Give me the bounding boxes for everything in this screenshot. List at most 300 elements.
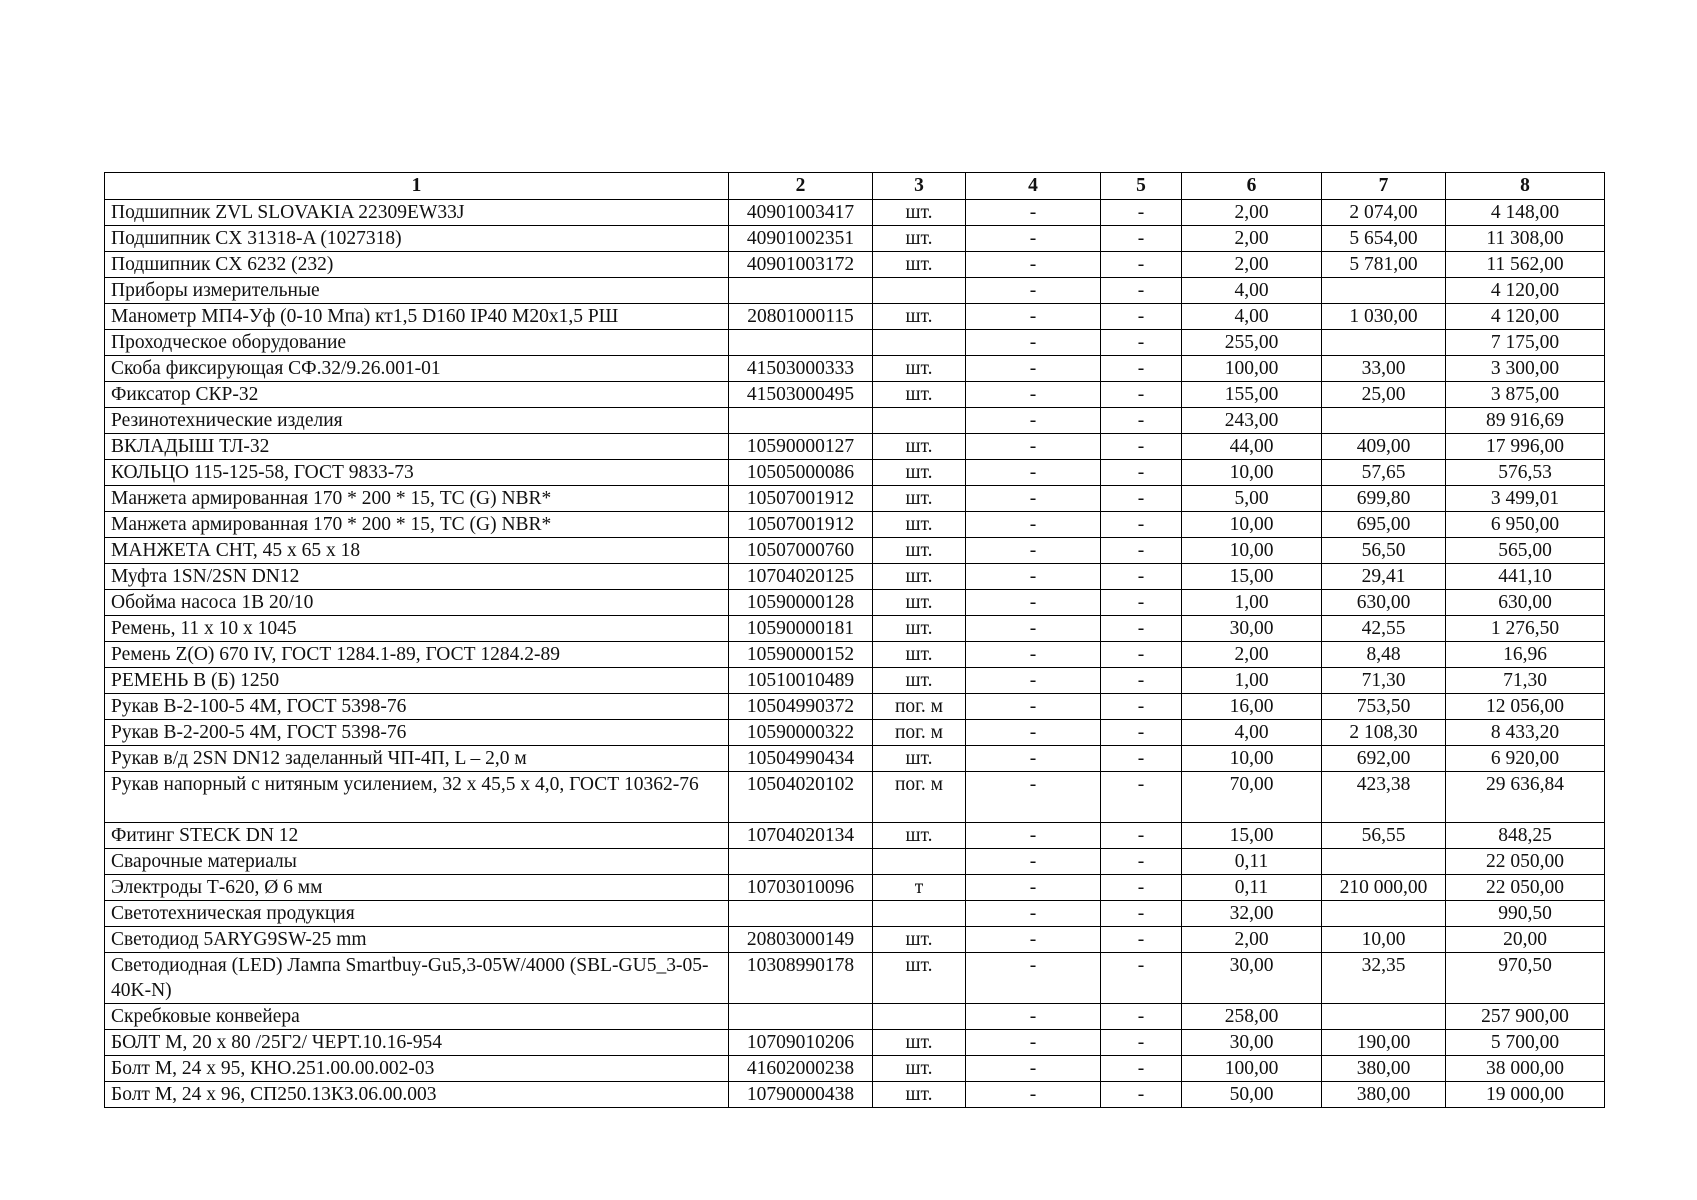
cell-unit: шт.	[873, 538, 966, 564]
cell-item-code	[729, 408, 873, 434]
cell-item-name: Рукав В-2-100-5 4М, ГОСТ 5398-76	[105, 694, 729, 720]
cell-price: 29,41	[1322, 564, 1446, 590]
cell-col-4: -	[966, 434, 1101, 460]
column-header-8: 8	[1446, 173, 1605, 200]
cell-col-4: -	[966, 927, 1101, 953]
cell-unit: шт.	[873, 746, 966, 772]
cell-col-4: -	[966, 486, 1101, 512]
cell-item-code: 10507001912	[729, 512, 873, 538]
cell-col-5: -	[1101, 772, 1182, 823]
cell-price: 630,00	[1322, 590, 1446, 616]
cell-col-5: -	[1101, 616, 1182, 642]
table-row	[105, 616, 1605, 642]
column-header-3: 3	[873, 173, 966, 200]
cell-col-5: -	[1101, 434, 1182, 460]
cell-total: 4 120,00	[1446, 304, 1605, 330]
cell-total: 11 562,00	[1446, 252, 1605, 278]
cell-col-5: -	[1101, 226, 1182, 252]
cell-item-code: 10590000128	[729, 590, 873, 616]
cell-unit: шт.	[873, 1030, 966, 1056]
cell-col-5: -	[1101, 668, 1182, 694]
cell-col-5: -	[1101, 512, 1182, 538]
cell-unit	[873, 278, 966, 304]
cell-item-name: КОЛЬЦО 115-125-58, ГОСТ 9833-73	[105, 460, 729, 486]
cell-price	[1322, 849, 1446, 875]
cell-col-5: -	[1101, 538, 1182, 564]
cell-item-name: Приборы измерительные	[105, 278, 729, 304]
cell-total: 7 175,00	[1446, 330, 1605, 356]
cell-price: 5 781,00	[1322, 252, 1446, 278]
cell-total: 5 700,00	[1446, 1030, 1605, 1056]
cell-item-code: 20803000149	[729, 927, 873, 953]
cell-quantity: 10,00	[1182, 512, 1322, 538]
cell-item-name: Подшипник CX 6232 (232)	[105, 252, 729, 278]
cell-price	[1322, 408, 1446, 434]
cell-price: 692,00	[1322, 746, 1446, 772]
cell-quantity: 70,00	[1182, 772, 1322, 823]
table-row	[105, 746, 1605, 772]
document-sheet	[104, 172, 1604, 1108]
cell-col-5: -	[1101, 1082, 1182, 1108]
table-body	[105, 200, 1605, 1108]
cell-col-4: -	[966, 849, 1101, 875]
cell-unit: пог. м	[873, 772, 966, 823]
cell-price: 42,55	[1322, 616, 1446, 642]
table-row	[105, 226, 1605, 252]
table-row	[105, 434, 1605, 460]
cell-quantity: 243,00	[1182, 408, 1322, 434]
cell-total: 17 996,00	[1446, 434, 1605, 460]
cell-item-code: 10709010206	[729, 1030, 873, 1056]
cell-item-name: Рукав напорный с нитяным усилением, 32 х 45,5 х 4,0, ГОСТ 10362-76	[105, 772, 729, 823]
cell-col-4: -	[966, 538, 1101, 564]
cell-item-name: Светодиод 5ARYG9SW-25 mm	[105, 927, 729, 953]
cell-total: 19 000,00	[1446, 1082, 1605, 1108]
cell-quantity: 10,00	[1182, 746, 1322, 772]
cell-item-name: Подшипник CX 31318-A (1027318)	[105, 226, 729, 252]
cell-col-4: -	[966, 1082, 1101, 1108]
cell-price: 210 000,00	[1322, 875, 1446, 901]
column-header-4: 4	[966, 173, 1101, 200]
cell-col-5: -	[1101, 278, 1182, 304]
cell-col-5: -	[1101, 1056, 1182, 1082]
cell-col-4: -	[966, 668, 1101, 694]
cell-quantity: 15,00	[1182, 564, 1322, 590]
cell-item-name: Светотехническая продукция	[105, 901, 729, 927]
cell-col-5: -	[1101, 304, 1182, 330]
cell-item-name: Электроды Т-620, Ø 6 мм	[105, 875, 729, 901]
cell-price: 5 654,00	[1322, 226, 1446, 252]
cell-col-4: -	[966, 330, 1101, 356]
table-row	[105, 460, 1605, 486]
cell-item-code	[729, 901, 873, 927]
cell-item-name: Рукав в/д 2SN DN12 заделанный ЧП-4П, L – 2,0 м	[105, 746, 729, 772]
cell-col-5: -	[1101, 382, 1182, 408]
table-row	[105, 901, 1605, 927]
cell-unit: шт.	[873, 616, 966, 642]
cell-unit: шт.	[873, 590, 966, 616]
cell-unit: шт.	[873, 564, 966, 590]
cell-item-name: Муфта 1SN/2SN DN12	[105, 564, 729, 590]
cell-quantity: 2,00	[1182, 226, 1322, 252]
cell-total: 6 920,00	[1446, 746, 1605, 772]
cell-item-code: 10510010489	[729, 668, 873, 694]
cell-total: 1 276,50	[1446, 616, 1605, 642]
cell-total: 3 875,00	[1446, 382, 1605, 408]
cell-quantity: 30,00	[1182, 1030, 1322, 1056]
cell-col-5: -	[1101, 720, 1182, 746]
cell-price: 699,80	[1322, 486, 1446, 512]
cell-total: 71,30	[1446, 668, 1605, 694]
column-header-1: 1	[105, 173, 729, 200]
cell-price: 8,48	[1322, 642, 1446, 668]
cell-quantity: 0,11	[1182, 849, 1322, 875]
cell-unit: шт.	[873, 252, 966, 278]
cell-col-5: -	[1101, 356, 1182, 382]
cell-unit	[873, 408, 966, 434]
cell-quantity: 10,00	[1182, 460, 1322, 486]
cell-col-5: -	[1101, 1004, 1182, 1030]
table-row	[105, 304, 1605, 330]
cell-col-4: -	[966, 720, 1101, 746]
cell-price: 2 108,30	[1322, 720, 1446, 746]
cell-item-code: 10505000086	[729, 460, 873, 486]
cell-price	[1322, 278, 1446, 304]
cell-col-4: -	[966, 382, 1101, 408]
cell-total: 257 900,00	[1446, 1004, 1605, 1030]
cell-col-4: -	[966, 694, 1101, 720]
cell-unit: шт.	[873, 927, 966, 953]
cell-col-5: -	[1101, 901, 1182, 927]
cell-item-name: Манометр МП4-Уф (0-10 Мпа) кт1,5 D160 IP40 M20x1,5 РШ	[105, 304, 729, 330]
table-row	[105, 1056, 1605, 1082]
cell-price: 1 030,00	[1322, 304, 1446, 330]
cell-quantity: 15,00	[1182, 823, 1322, 849]
table-row	[105, 382, 1605, 408]
cell-item-code: 10790000438	[729, 1082, 873, 1108]
table-row	[105, 823, 1605, 849]
cell-item-name: Манжета армированная 170 * 200 * 15, TC (G) NBR*	[105, 512, 729, 538]
cell-total: 16,96	[1446, 642, 1605, 668]
cell-unit: шт.	[873, 512, 966, 538]
cell-col-5: -	[1101, 849, 1182, 875]
cell-item-name: Сварочные материалы	[105, 849, 729, 875]
cell-unit: шт.	[873, 1082, 966, 1108]
cell-quantity: 258,00	[1182, 1004, 1322, 1030]
cell-unit: шт.	[873, 200, 966, 226]
cell-price: 57,65	[1322, 460, 1446, 486]
cell-col-4: -	[966, 512, 1101, 538]
cell-col-5: -	[1101, 330, 1182, 356]
cell-total: 565,00	[1446, 538, 1605, 564]
cell-col-4: -	[966, 616, 1101, 642]
cell-unit: шт.	[873, 823, 966, 849]
cell-col-5: -	[1101, 252, 1182, 278]
table-row	[105, 486, 1605, 512]
table-row	[105, 512, 1605, 538]
cell-col-4: -	[966, 226, 1101, 252]
cell-total: 8 433,20	[1446, 720, 1605, 746]
table-row	[105, 330, 1605, 356]
cell-quantity: 44,00	[1182, 434, 1322, 460]
cell-col-5: -	[1101, 590, 1182, 616]
table-row	[105, 694, 1605, 720]
cell-col-4: -	[966, 953, 1101, 1004]
cell-item-name: Ремень, 11 х 10 х 1045	[105, 616, 729, 642]
column-header-7: 7	[1322, 173, 1446, 200]
cell-quantity: 4,00	[1182, 720, 1322, 746]
cell-col-4: -	[966, 746, 1101, 772]
cell-total: 20,00	[1446, 927, 1605, 953]
cell-item-code: 41602000238	[729, 1056, 873, 1082]
cell-price: 423,38	[1322, 772, 1446, 823]
table-row	[105, 849, 1605, 875]
cell-unit: шт.	[873, 382, 966, 408]
cell-unit: шт.	[873, 1056, 966, 1082]
cell-col-4: -	[966, 823, 1101, 849]
cell-unit: шт.	[873, 642, 966, 668]
cell-col-4: -	[966, 590, 1101, 616]
cell-total: 89 916,69	[1446, 408, 1605, 434]
table-row	[105, 1082, 1605, 1108]
cell-total: 38 000,00	[1446, 1056, 1605, 1082]
cell-total: 4 148,00	[1446, 200, 1605, 226]
cell-col-5: -	[1101, 927, 1182, 953]
cell-quantity: 0,11	[1182, 875, 1322, 901]
cell-col-5: -	[1101, 953, 1182, 1004]
table-row	[105, 538, 1605, 564]
cell-col-4: -	[966, 278, 1101, 304]
cell-price: 25,00	[1322, 382, 1446, 408]
cell-col-4: -	[966, 772, 1101, 823]
table-row	[105, 720, 1605, 746]
cell-quantity: 50,00	[1182, 1082, 1322, 1108]
cell-item-name: МАНЖЕТА СНТ, 45 х 65 х 18	[105, 538, 729, 564]
cell-total: 576,53	[1446, 460, 1605, 486]
cell-item-code: 10507000760	[729, 538, 873, 564]
cell-item-code: 20801000115	[729, 304, 873, 330]
cell-unit	[873, 849, 966, 875]
cell-item-code	[729, 278, 873, 304]
cell-item-code: 40901002351	[729, 226, 873, 252]
cell-unit: шт.	[873, 668, 966, 694]
cell-col-4: -	[966, 642, 1101, 668]
cell-item-name: Фитинг STECK DN 12	[105, 823, 729, 849]
cell-col-4: -	[966, 1004, 1101, 1030]
cell-price: 190,00	[1322, 1030, 1446, 1056]
cell-quantity: 2,00	[1182, 252, 1322, 278]
table-row	[105, 927, 1605, 953]
cell-price: 71,30	[1322, 668, 1446, 694]
cell-col-4: -	[966, 875, 1101, 901]
cell-unit: шт.	[873, 434, 966, 460]
cell-unit	[873, 330, 966, 356]
cell-col-5: -	[1101, 486, 1182, 512]
cell-item-name: ВКЛАДЫШ ТЛ-32	[105, 434, 729, 460]
cell-item-name: БОЛТ М, 20 х 80 /25Г2/ ЧЕРТ.10.16-954	[105, 1030, 729, 1056]
cell-item-code: 10590000181	[729, 616, 873, 642]
cell-quantity: 10,00	[1182, 538, 1322, 564]
cell-item-name: Ремень Z(O) 670 IV, ГОСТ 1284.1-89, ГОСТ 1284.2-89	[105, 642, 729, 668]
cell-quantity: 2,00	[1182, 200, 1322, 226]
cell-price	[1322, 901, 1446, 927]
table-row	[105, 1030, 1605, 1056]
cell-unit: шт.	[873, 486, 966, 512]
table-row	[105, 772, 1605, 823]
cell-item-name: Болт М, 24 х 96, СП250.13КЗ.06.00.003	[105, 1082, 729, 1108]
table-row	[105, 564, 1605, 590]
cell-quantity: 155,00	[1182, 382, 1322, 408]
cell-col-5: -	[1101, 642, 1182, 668]
cell-item-code: 41503000495	[729, 382, 873, 408]
cell-item-code: 10507001912	[729, 486, 873, 512]
cell-item-code: 10703010096	[729, 875, 873, 901]
cell-total: 441,10	[1446, 564, 1605, 590]
cell-total: 848,25	[1446, 823, 1605, 849]
cell-item-code: 10704020134	[729, 823, 873, 849]
cell-quantity: 16,00	[1182, 694, 1322, 720]
cell-col-4: -	[966, 252, 1101, 278]
cell-item-code: 10504020102	[729, 772, 873, 823]
cell-item-code: 40901003172	[729, 252, 873, 278]
cell-quantity: 255,00	[1182, 330, 1322, 356]
cell-price	[1322, 1004, 1446, 1030]
cell-price	[1322, 330, 1446, 356]
table-row	[105, 1004, 1605, 1030]
cell-col-4: -	[966, 901, 1101, 927]
cell-item-name: Болт М, 24 х 95, КНО.251.00.00.002-03	[105, 1056, 729, 1082]
cell-col-4: -	[966, 1056, 1101, 1082]
cell-col-5: -	[1101, 200, 1182, 226]
cell-unit: шт.	[873, 953, 966, 1004]
cell-unit: шт.	[873, 226, 966, 252]
cell-unit	[873, 901, 966, 927]
cell-col-5: -	[1101, 823, 1182, 849]
cell-total: 29 636,84	[1446, 772, 1605, 823]
cell-quantity: 4,00	[1182, 278, 1322, 304]
column-header-6: 6	[1182, 173, 1322, 200]
column-header-5: 5	[1101, 173, 1182, 200]
cell-item-code: 10704020125	[729, 564, 873, 590]
cell-col-5: -	[1101, 460, 1182, 486]
cell-col-5: -	[1101, 694, 1182, 720]
cell-total: 970,50	[1446, 953, 1605, 1004]
cell-col-4: -	[966, 200, 1101, 226]
cell-total: 22 050,00	[1446, 875, 1605, 901]
cell-unit	[873, 1004, 966, 1030]
cell-col-4: -	[966, 1030, 1101, 1056]
cell-total: 11 308,00	[1446, 226, 1605, 252]
cell-item-name: Рукав В-2-200-5 4М, ГОСТ 5398-76	[105, 720, 729, 746]
cell-item-code	[729, 330, 873, 356]
cell-unit: шт.	[873, 304, 966, 330]
cell-item-code: 10590000127	[729, 434, 873, 460]
cell-quantity: 32,00	[1182, 901, 1322, 927]
cell-unit: шт.	[873, 460, 966, 486]
cell-col-5: -	[1101, 408, 1182, 434]
cell-item-name: Обойма насоса 1В 20/10	[105, 590, 729, 616]
cell-total: 22 050,00	[1446, 849, 1605, 875]
cell-item-name: Проходческое оборудование	[105, 330, 729, 356]
cell-quantity: 1,00	[1182, 590, 1322, 616]
column-header-2: 2	[729, 173, 873, 200]
cell-item-name: Резинотехнические изделия	[105, 408, 729, 434]
cell-item-code	[729, 1004, 873, 1030]
cell-item-code: 10590000322	[729, 720, 873, 746]
cell-col-4: -	[966, 460, 1101, 486]
cell-total: 6 950,00	[1446, 512, 1605, 538]
cell-quantity: 1,00	[1182, 668, 1322, 694]
cell-item-code: 40901003417	[729, 200, 873, 226]
cell-quantity: 100,00	[1182, 356, 1322, 382]
cell-price: 33,00	[1322, 356, 1446, 382]
cell-price: 753,50	[1322, 694, 1446, 720]
cell-quantity: 2,00	[1182, 642, 1322, 668]
cell-item-code: 10504990434	[729, 746, 873, 772]
cell-price: 56,50	[1322, 538, 1446, 564]
cell-price: 56,55	[1322, 823, 1446, 849]
cell-unit: т	[873, 875, 966, 901]
table-row	[105, 200, 1605, 226]
cell-item-name: Манжета армированная 170 * 200 * 15, TC (G) NBR*	[105, 486, 729, 512]
table-row	[105, 252, 1605, 278]
cell-item-name: Скребковые конвейера	[105, 1004, 729, 1030]
cell-item-code: 41503000333	[729, 356, 873, 382]
cell-col-4: -	[966, 356, 1101, 382]
cell-item-name: Подшипник ZVL SLOVAKIA 22309EW33J	[105, 200, 729, 226]
cell-item-code: 10590000152	[729, 642, 873, 668]
table-row	[105, 590, 1605, 616]
cell-quantity: 5,00	[1182, 486, 1322, 512]
cell-col-5: -	[1101, 1030, 1182, 1056]
cell-col-5: -	[1101, 564, 1182, 590]
cell-total: 4 120,00	[1446, 278, 1605, 304]
cell-price: 409,00	[1322, 434, 1446, 460]
cell-price: 380,00	[1322, 1056, 1446, 1082]
table-row	[105, 278, 1605, 304]
cell-item-name: РЕМЕНЬ В (Б) 1250	[105, 668, 729, 694]
cell-item-name: Скоба фиксирующая СФ.32/9.26.001-01	[105, 356, 729, 382]
cell-quantity: 2,00	[1182, 927, 1322, 953]
cell-price: 2 074,00	[1322, 200, 1446, 226]
cell-price: 10,00	[1322, 927, 1446, 953]
cell-price: 32,35	[1322, 953, 1446, 1004]
cell-total: 990,50	[1446, 901, 1605, 927]
cell-total: 3 300,00	[1446, 356, 1605, 382]
cell-price: 380,00	[1322, 1082, 1446, 1108]
cell-quantity: 30,00	[1182, 616, 1322, 642]
cell-item-name: Светодиодная (LED) Лампа Smartbuy-Gu5,3-05W/4000 (SBL-GU5_3-05-40K-N)	[105, 953, 729, 1004]
cell-item-name: Фиксатор СКР-32	[105, 382, 729, 408]
cell-unit: пог. м	[873, 720, 966, 746]
cell-col-5: -	[1101, 875, 1182, 901]
table-row	[105, 642, 1605, 668]
cell-col-4: -	[966, 304, 1101, 330]
cell-quantity: 30,00	[1182, 953, 1322, 1004]
items-table	[104, 172, 1605, 1108]
cell-col-4: -	[966, 564, 1101, 590]
cell-item-code: 10308990178	[729, 953, 873, 1004]
table-row	[105, 356, 1605, 382]
table-row	[105, 408, 1605, 434]
cell-quantity: 4,00	[1182, 304, 1322, 330]
table-row	[105, 875, 1605, 901]
cell-col-5: -	[1101, 746, 1182, 772]
cell-col-4: -	[966, 408, 1101, 434]
cell-total: 3 499,01	[1446, 486, 1605, 512]
cell-price: 695,00	[1322, 512, 1446, 538]
header-row	[105, 173, 1605, 200]
